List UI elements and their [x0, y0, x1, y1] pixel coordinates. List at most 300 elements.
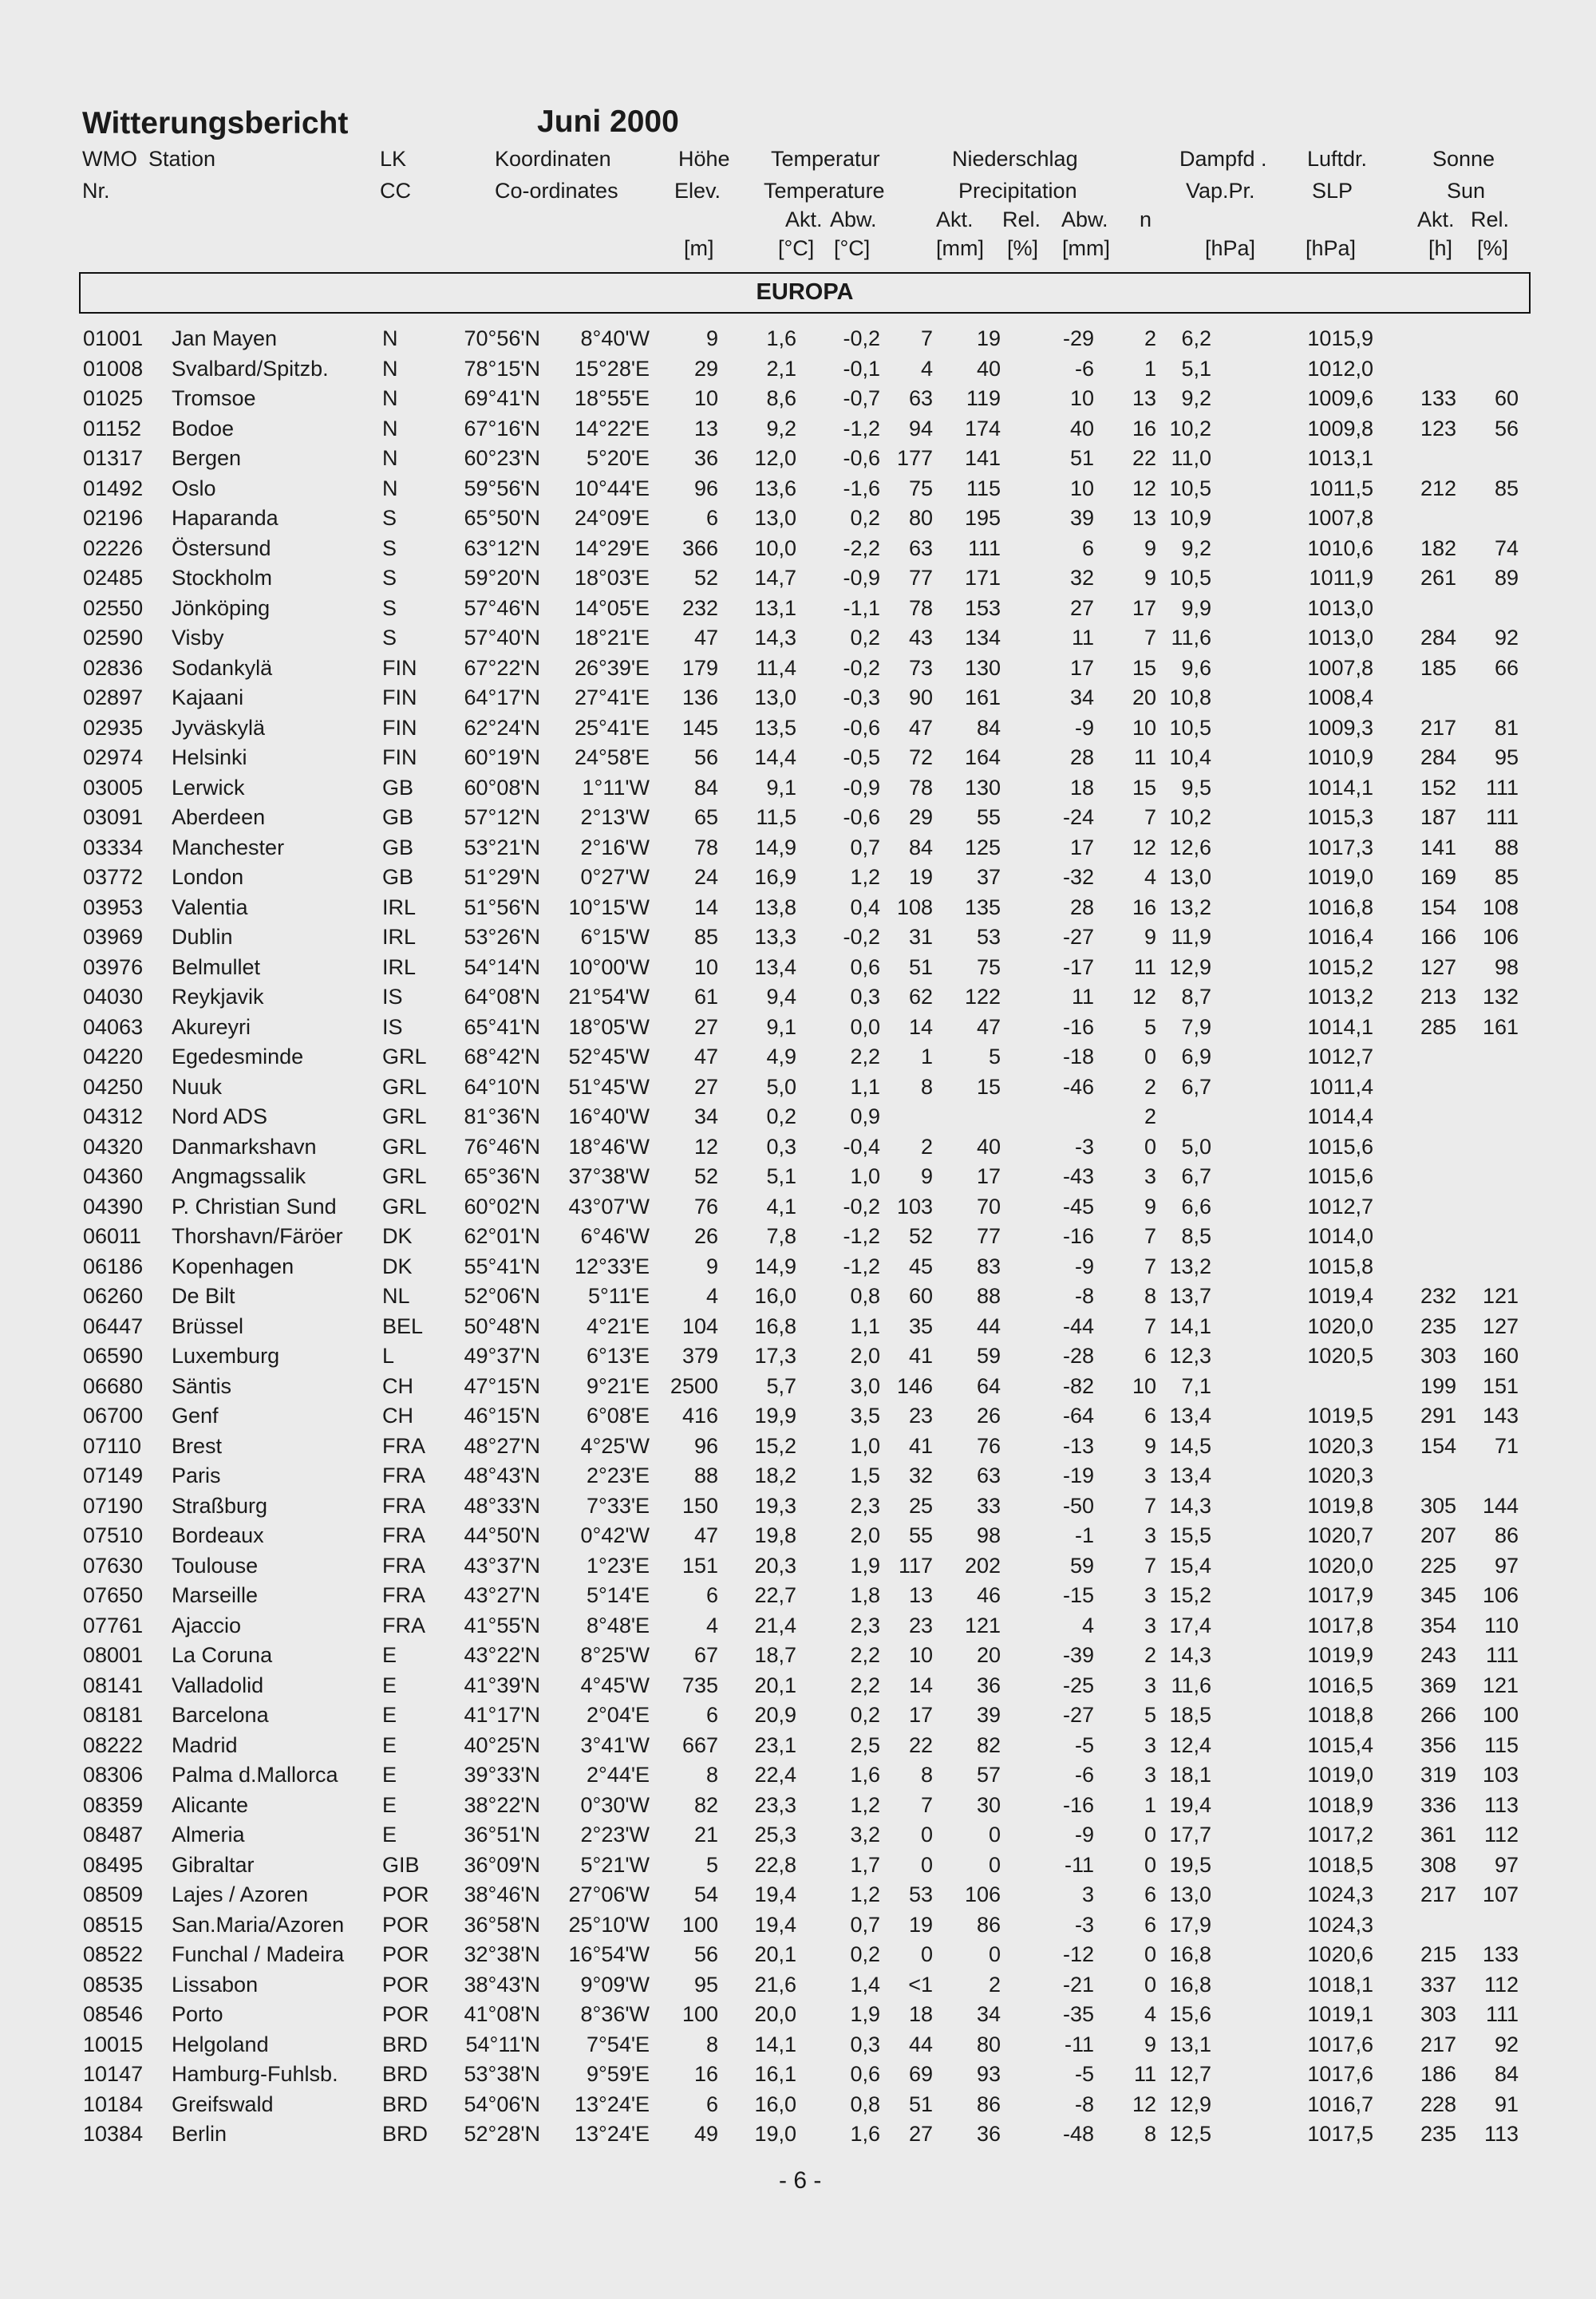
- precip-relative: 33: [976, 1493, 1001, 1518]
- sunshine-relative: 84: [1494, 2062, 1519, 2086]
- precip-days: 7: [1144, 1493, 1156, 1518]
- temp-actual: 16,0: [754, 1284, 796, 1308]
- precip-deviation: -8: [1074, 1284, 1094, 1308]
- longitude: 0°27'W: [580, 865, 650, 889]
- sea-level-pressure: 1019,0: [1307, 1763, 1373, 1787]
- longitude: 16°40'W: [568, 1104, 650, 1128]
- precip-relative: 84: [976, 715, 1001, 740]
- sunshine-relative: 111: [1485, 775, 1519, 800]
- precip-deviation: 3: [1081, 1882, 1094, 1906]
- temp-deviation: 0,3: [850, 985, 880, 1009]
- elevation: 10: [693, 386, 718, 410]
- col-precipitation-en: Precipitation: [958, 179, 1077, 203]
- longitude: 5°21'W: [580, 1852, 650, 1877]
- precip-deviation: -46: [1062, 1074, 1094, 1099]
- precip-days: 6: [1144, 1912, 1156, 1937]
- longitude: 7°33'E: [586, 1493, 650, 1518]
- precip-deviation: -5: [1074, 2062, 1094, 2086]
- table-row: [0, 324, 1596, 354]
- precip-relative: 30: [976, 1792, 1001, 1817]
- precip-actual: 69: [908, 2062, 933, 2086]
- station-name: Akureyri: [172, 1014, 251, 1039]
- sunshine-hours: 215: [1420, 1942, 1456, 1966]
- country-code: FRA: [382, 1493, 425, 1518]
- sunshine-relative: 89: [1494, 566, 1519, 590]
- sea-level-pressure: 1019,4: [1307, 1284, 1373, 1308]
- elevation: 54: [693, 1882, 718, 1906]
- country-code: GB: [382, 805, 414, 829]
- vapour-pressure: 9,2: [1181, 386, 1211, 410]
- wmo-number: 01025: [83, 386, 144, 410]
- temp-deviation: 0,3: [850, 2032, 880, 2056]
- temp-actual: 20,1: [754, 1673, 796, 1697]
- col-pressure: Luftdr.: [1307, 147, 1368, 171]
- sunshine-hours: 291: [1420, 1404, 1456, 1428]
- temp-deviation: 1,2: [850, 865, 880, 889]
- station-name: Helgoland: [172, 2032, 269, 2056]
- vapour-pressure: 14,3: [1169, 1643, 1211, 1667]
- sunshine-hours: 123: [1420, 416, 1456, 440]
- country-code: E: [382, 1732, 397, 1757]
- precip-deviation: 28: [1069, 895, 1094, 919]
- temp-deviation: -2,2: [843, 535, 880, 560]
- longitude: 18°46'W: [568, 1134, 650, 1159]
- elevation: 49: [693, 2122, 718, 2146]
- latitude: 67°22'N: [464, 655, 540, 680]
- vapour-pressure: 18,1: [1169, 1763, 1211, 1787]
- sunshine-relative: 86: [1494, 1523, 1519, 1547]
- longitude: 6°15'W: [580, 925, 650, 949]
- temp-deviation: 1,7: [850, 1852, 880, 1877]
- country-code: GIB: [382, 1852, 420, 1877]
- latitude: 53°21'N: [464, 835, 540, 859]
- elevation: 52: [693, 566, 718, 590]
- temp-actual: 21,6: [754, 1972, 796, 1997]
- table-row: [0, 1731, 1596, 1761]
- col-precipitation: Niederschlag: [952, 147, 1078, 171]
- station-name: Visby: [172, 626, 224, 650]
- temp-actual: 13,0: [754, 506, 796, 530]
- elevation: 6: [705, 1703, 718, 1727]
- precip-relative: 135: [964, 895, 1001, 919]
- precip-relative: 171: [964, 566, 1001, 590]
- longitude: 9°21'E: [586, 1373, 650, 1398]
- sunshine-hours: 261: [1420, 566, 1456, 590]
- temp-deviation: -0,9: [843, 566, 880, 590]
- precip-days: 2: [1144, 1104, 1156, 1128]
- latitude: 43°27'N: [464, 1583, 540, 1607]
- col-vapour-pressure-en: Vap.Pr.: [1186, 179, 1255, 203]
- elevation: 5: [705, 1852, 718, 1877]
- precip-actual: 8: [920, 1763, 933, 1787]
- precip-relative: 53: [976, 925, 1001, 949]
- temp-deviation: 1,2: [850, 1792, 880, 1817]
- temp-deviation: 0,8: [850, 2092, 880, 2116]
- elevation: 8: [705, 1763, 718, 1787]
- station-name: Genf: [172, 1404, 219, 1428]
- station-name: Nord ADS: [172, 1104, 268, 1128]
- vapour-pressure: 17,4: [1169, 1613, 1211, 1637]
- temp-actual: 14,9: [754, 835, 796, 859]
- country-code: E: [382, 1792, 397, 1817]
- precip-relative: 19: [976, 326, 1001, 350]
- precip-actual: 25: [908, 1493, 933, 1518]
- longitude: 51°45'W: [568, 1074, 650, 1099]
- temp-actual: 0,3: [766, 1134, 796, 1159]
- wmo-number: 02485: [83, 566, 144, 590]
- precip-actual: 63: [908, 386, 933, 410]
- longitude: 15°28'E: [574, 356, 650, 381]
- sunshine-relative: 92: [1494, 2032, 1519, 2056]
- station-name: Danmarkshavn: [172, 1134, 317, 1159]
- wmo-number: 06680: [83, 1373, 144, 1398]
- sea-level-pressure: 1020,6: [1307, 1942, 1373, 1966]
- elevation: 96: [693, 1433, 718, 1458]
- country-code: FIN: [382, 715, 417, 740]
- table-row: [0, 1401, 1596, 1432]
- elevation: 24: [693, 865, 718, 889]
- longitude: 27°41'E: [574, 685, 650, 709]
- wmo-number: 07190: [83, 1493, 144, 1518]
- precip-days: 12: [1132, 835, 1156, 859]
- sunshine-relative: 92: [1494, 626, 1519, 650]
- longitude: 4°21'E: [586, 1313, 650, 1338]
- precip-actual: 19: [908, 1912, 933, 1937]
- temp-actual: 20,9: [754, 1703, 796, 1727]
- latitude: 70°56'N: [464, 326, 540, 350]
- sea-level-pressure: 1017,3: [1307, 835, 1373, 859]
- precip-actual: 7: [920, 326, 933, 350]
- precip-days: 7: [1144, 1224, 1156, 1248]
- vapour-pressure: 13,4: [1169, 1464, 1211, 1487]
- sunshine-hours: 133: [1420, 386, 1456, 410]
- longitude: 4°45'W: [580, 1673, 650, 1697]
- precip-actual: 45: [908, 1254, 933, 1278]
- wmo-number: 08546: [83, 2002, 144, 2026]
- precip-actual: 0: [920, 1852, 933, 1877]
- temp-deviation: -0,3: [843, 685, 880, 709]
- precip-deviation: -28: [1062, 1344, 1094, 1368]
- table-row: [0, 2090, 1596, 2120]
- sea-level-pressure: 1017,8: [1307, 1613, 1373, 1637]
- precip-actual: 23: [908, 1613, 933, 1637]
- wmo-number: 06700: [83, 1404, 144, 1428]
- temp-actual: 16,1: [754, 2062, 796, 2086]
- country-code: GB: [382, 835, 414, 859]
- table-row: [0, 354, 1596, 385]
- wmo-number: 02590: [83, 626, 144, 650]
- latitude: 76°46'N: [464, 1134, 540, 1159]
- temp-actual: 25,3: [754, 1823, 796, 1847]
- latitude: 32°38'N: [464, 1942, 540, 1966]
- wmo-number: 08515: [83, 1912, 144, 1937]
- precip-relative: 83: [976, 1254, 1001, 1278]
- precip-relative: 76: [976, 1433, 1001, 1458]
- precip-days: 12: [1132, 476, 1156, 500]
- table-row: [0, 1791, 1596, 1821]
- country-code: FIN: [382, 655, 417, 680]
- wmo-number: 08001: [83, 1643, 144, 1667]
- country-code: E: [382, 1673, 397, 1697]
- precip-days: 2: [1144, 326, 1156, 350]
- country-code: FRA: [382, 1583, 425, 1607]
- col-lk: LK: [380, 147, 407, 171]
- sunshine-hours: 336: [1420, 1792, 1456, 1817]
- precip-deviation: -27: [1062, 1703, 1094, 1727]
- table-row: [0, 504, 1596, 534]
- precip-days: 11: [1133, 745, 1156, 769]
- temp-actual: 16,8: [754, 1313, 796, 1338]
- sunshine-relative: 56: [1494, 416, 1519, 440]
- precip-deviation: -5: [1074, 1732, 1094, 1757]
- vapour-pressure: 12,9: [1169, 2092, 1211, 2116]
- precip-relative: 202: [964, 1553, 1001, 1578]
- table-row: [0, 2030, 1596, 2060]
- sunshine-relative: 97: [1494, 1553, 1519, 1578]
- temp-actual: 18,2: [754, 1464, 796, 1487]
- country-code: E: [382, 1703, 397, 1727]
- precip-actual: 10: [908, 1643, 933, 1667]
- sunshine-hours: 141: [1420, 835, 1456, 859]
- wmo-number: 02550: [83, 595, 144, 620]
- sunshine-relative: 112: [1483, 1823, 1519, 1847]
- precip-days: 4: [1144, 865, 1156, 889]
- vapour-pressure: 16,8: [1169, 1972, 1211, 1997]
- vapour-pressure: 19,5: [1169, 1852, 1211, 1877]
- sea-level-pressure: 1024,3: [1307, 1912, 1373, 1937]
- country-code: FIN: [382, 685, 417, 709]
- country-code: S: [382, 566, 397, 590]
- latitude: 48°33'N: [464, 1493, 540, 1518]
- temp-deviation: 1,6: [850, 1763, 880, 1787]
- temp-deviation: 0,4: [850, 895, 880, 919]
- col-sunshine: Sonne: [1432, 147, 1495, 171]
- precip-actual: 51: [908, 2092, 933, 2116]
- section-header-box: [79, 272, 1531, 314]
- vapour-pressure: 9,5: [1181, 775, 1211, 800]
- precip-deviation: -32: [1062, 865, 1094, 889]
- station-name: Jyväskylä: [172, 715, 266, 740]
- wmo-number: 07650: [83, 1583, 144, 1607]
- table-row: [0, 623, 1596, 654]
- latitude: 41°17'N: [464, 1703, 540, 1727]
- wmo-number: 07110: [83, 1433, 142, 1458]
- table-row: [0, 683, 1596, 713]
- sea-level-pressure: 1014,4: [1307, 1104, 1373, 1128]
- longitude: 4°25'W: [580, 1433, 650, 1458]
- country-code: E: [382, 1763, 397, 1787]
- temp-deviation: 2,2: [850, 1673, 880, 1697]
- station-name: Lajes / Azoren: [172, 1882, 309, 1906]
- precip-days: 20: [1132, 685, 1156, 709]
- temp-deviation: 2,2: [850, 1045, 880, 1069]
- vapour-pressure: 17,9: [1169, 1912, 1211, 1937]
- latitude: 44°50'N: [464, 1523, 540, 1547]
- sunshine-relative: 88: [1494, 835, 1519, 859]
- elevation: 88: [693, 1464, 718, 1487]
- temp-deviation: -0,1: [843, 356, 880, 381]
- precip-relative: 44: [976, 1313, 1001, 1338]
- precip-actual: 90: [908, 685, 933, 709]
- table-row: [0, 1701, 1596, 1731]
- wmo-number: 03976: [83, 954, 144, 979]
- table-row: [0, 1102, 1596, 1132]
- sunshine-relative: 106: [1482, 1583, 1519, 1607]
- vapour-pressure: 13,2: [1169, 1254, 1211, 1278]
- vapour-pressure: 8,5: [1181, 1224, 1211, 1248]
- precip-deviation: 32: [1069, 566, 1094, 590]
- longitude: 0°30'W: [580, 1792, 650, 1817]
- sunshine-hours: 369: [1420, 1673, 1456, 1697]
- precip-actual: 108: [896, 895, 933, 919]
- station-name: Angmagssalik: [172, 1164, 306, 1188]
- sunshine-relative: 151: [1482, 1373, 1519, 1398]
- table-row: [0, 534, 1596, 564]
- station-name: Jan Mayen: [172, 326, 278, 350]
- wmo-number: 03953: [83, 895, 144, 919]
- wmo-number: 03334: [83, 835, 144, 859]
- latitude: 55°41'N: [464, 1254, 540, 1278]
- sunshine-relative: 133: [1482, 1942, 1519, 1966]
- wmo-number: 04390: [83, 1194, 144, 1219]
- station-name: Nuuk: [172, 1074, 223, 1099]
- wmo-number: 06186: [83, 1254, 144, 1278]
- precip-relative: 2: [988, 1972, 1001, 1997]
- precip-actual: 52: [908, 1224, 933, 1248]
- precip-days: 5: [1144, 1703, 1156, 1727]
- vapour-pressure: 13,0: [1169, 1882, 1211, 1906]
- sunshine-relative: 115: [1483, 1732, 1519, 1757]
- latitude: 57°40'N: [464, 626, 540, 650]
- sea-level-pressure: 1019,5: [1307, 1404, 1373, 1428]
- country-code: GRL: [382, 1074, 427, 1099]
- col-pressure-en: SLP: [1312, 179, 1353, 203]
- wmo-number: 01001: [83, 326, 144, 350]
- col-cc: CC: [380, 179, 411, 203]
- longitude: 16°54'W: [568, 1942, 650, 1966]
- col-prec-unit-abw: [mm]: [1062, 236, 1110, 260]
- precip-relative: 0: [988, 1823, 1001, 1847]
- vapour-pressure: 13,7: [1169, 1284, 1211, 1308]
- precip-actual: 62: [908, 985, 933, 1009]
- longitude: 2°23'E: [586, 1464, 650, 1487]
- vapour-pressure: 12,6: [1169, 835, 1211, 859]
- table-row: [0, 1880, 1596, 1910]
- sunshine-relative: 106: [1482, 925, 1519, 949]
- latitude: 51°29'N: [464, 865, 540, 889]
- col-coordinates-en: Co-ordinates: [495, 179, 618, 203]
- precip-relative: 130: [964, 655, 1001, 680]
- sunshine-relative: 111: [1485, 1643, 1519, 1667]
- latitude: 68°42'N: [464, 1045, 540, 1069]
- col-elevation-unit: [m]: [684, 236, 714, 260]
- precip-actual: 51: [908, 954, 933, 979]
- table-row: [0, 893, 1596, 923]
- precip-deviation: -11: [1064, 2032, 1094, 2056]
- temp-deviation: 0,2: [850, 506, 880, 530]
- elevation: 9: [705, 1254, 718, 1278]
- station-name: Luxemburg: [172, 1344, 280, 1368]
- table-row: [0, 654, 1596, 684]
- station-name: Palma d.Mallorca: [172, 1763, 338, 1787]
- station-name: Valladolid: [172, 1673, 264, 1697]
- precip-deviation: -25: [1062, 1673, 1094, 1697]
- sea-level-pressure: 1015,9: [1307, 326, 1373, 350]
- precip-days: 0: [1144, 1823, 1156, 1847]
- temp-actual: 13,8: [754, 895, 796, 919]
- latitude: 53°26'N: [464, 925, 540, 949]
- precip-deviation: -16: [1062, 1224, 1094, 1248]
- precip-days: 1: [1144, 1792, 1156, 1817]
- temp-deviation: 0,2: [850, 626, 880, 650]
- precip-actual: 0: [920, 1823, 933, 1847]
- station-name: P. Christian Sund: [172, 1194, 337, 1219]
- station-name: Oslo: [172, 476, 216, 500]
- precip-days: 7: [1144, 805, 1156, 829]
- wmo-number: 04360: [83, 1164, 144, 1188]
- vapour-pressure: 5,1: [1181, 356, 1211, 381]
- station-name: Dublin: [172, 925, 233, 949]
- station-name: La Coruna: [172, 1643, 273, 1667]
- country-code: IRL: [382, 895, 417, 919]
- precip-days: 3: [1144, 1673, 1156, 1697]
- precip-days: 3: [1144, 1523, 1156, 1547]
- precip-deviation: -45: [1062, 1194, 1094, 1219]
- precip-days: 3: [1144, 1732, 1156, 1757]
- precip-days: 3: [1144, 1763, 1156, 1787]
- precip-deviation: -19: [1062, 1464, 1094, 1487]
- latitude: 57°12'N: [464, 805, 540, 829]
- longitude: 8°36'W: [580, 2002, 650, 2026]
- precip-days: 15: [1132, 775, 1156, 800]
- precip-deviation: 39: [1069, 506, 1094, 530]
- country-code: N: [382, 326, 398, 350]
- col-wmo: WMO: [82, 147, 137, 171]
- sunshine-relative: 121: [1482, 1284, 1519, 1308]
- precip-relative: 26: [976, 1404, 1001, 1428]
- longitude: 13°24'E: [574, 2092, 650, 2116]
- latitude: 41°55'N: [464, 1613, 540, 1637]
- station-name: Marseille: [172, 1583, 259, 1607]
- precip-relative: 46: [976, 1583, 1001, 1607]
- temp-actual: 14,1: [754, 2032, 796, 2056]
- temp-deviation: 0,2: [850, 1942, 880, 1966]
- precip-actual: 177: [896, 446, 933, 470]
- country-code: POR: [382, 1912, 429, 1937]
- temp-deviation: 1,8: [850, 1583, 880, 1607]
- table-row: [0, 444, 1596, 474]
- latitude: 53°38'N: [464, 2062, 540, 2086]
- precip-actual: 94: [908, 416, 933, 440]
- wmo-number: 07510: [83, 1523, 144, 1547]
- country-code: BRD: [382, 2032, 429, 2056]
- precip-actual: 53: [908, 1882, 933, 1906]
- precip-actual: 18: [908, 2002, 933, 2026]
- temp-deviation: 1,5: [850, 1464, 880, 1487]
- sunshine-hours: 361: [1420, 1823, 1456, 1847]
- precip-days: 13: [1132, 386, 1156, 410]
- temp-actual: 1,6: [766, 326, 796, 350]
- vapour-pressure: 12,9: [1169, 954, 1211, 979]
- latitude: 54°11'N: [465, 2032, 540, 2056]
- precip-actual: 117: [898, 1553, 933, 1578]
- sunshine-hours: 235: [1420, 1313, 1456, 1338]
- country-code: IS: [382, 1014, 403, 1039]
- wmo-number: 01317: [83, 446, 144, 470]
- precip-days: 4: [1144, 2002, 1156, 2026]
- station-name: London: [172, 865, 244, 889]
- vapour-pressure: 9,2: [1181, 535, 1211, 560]
